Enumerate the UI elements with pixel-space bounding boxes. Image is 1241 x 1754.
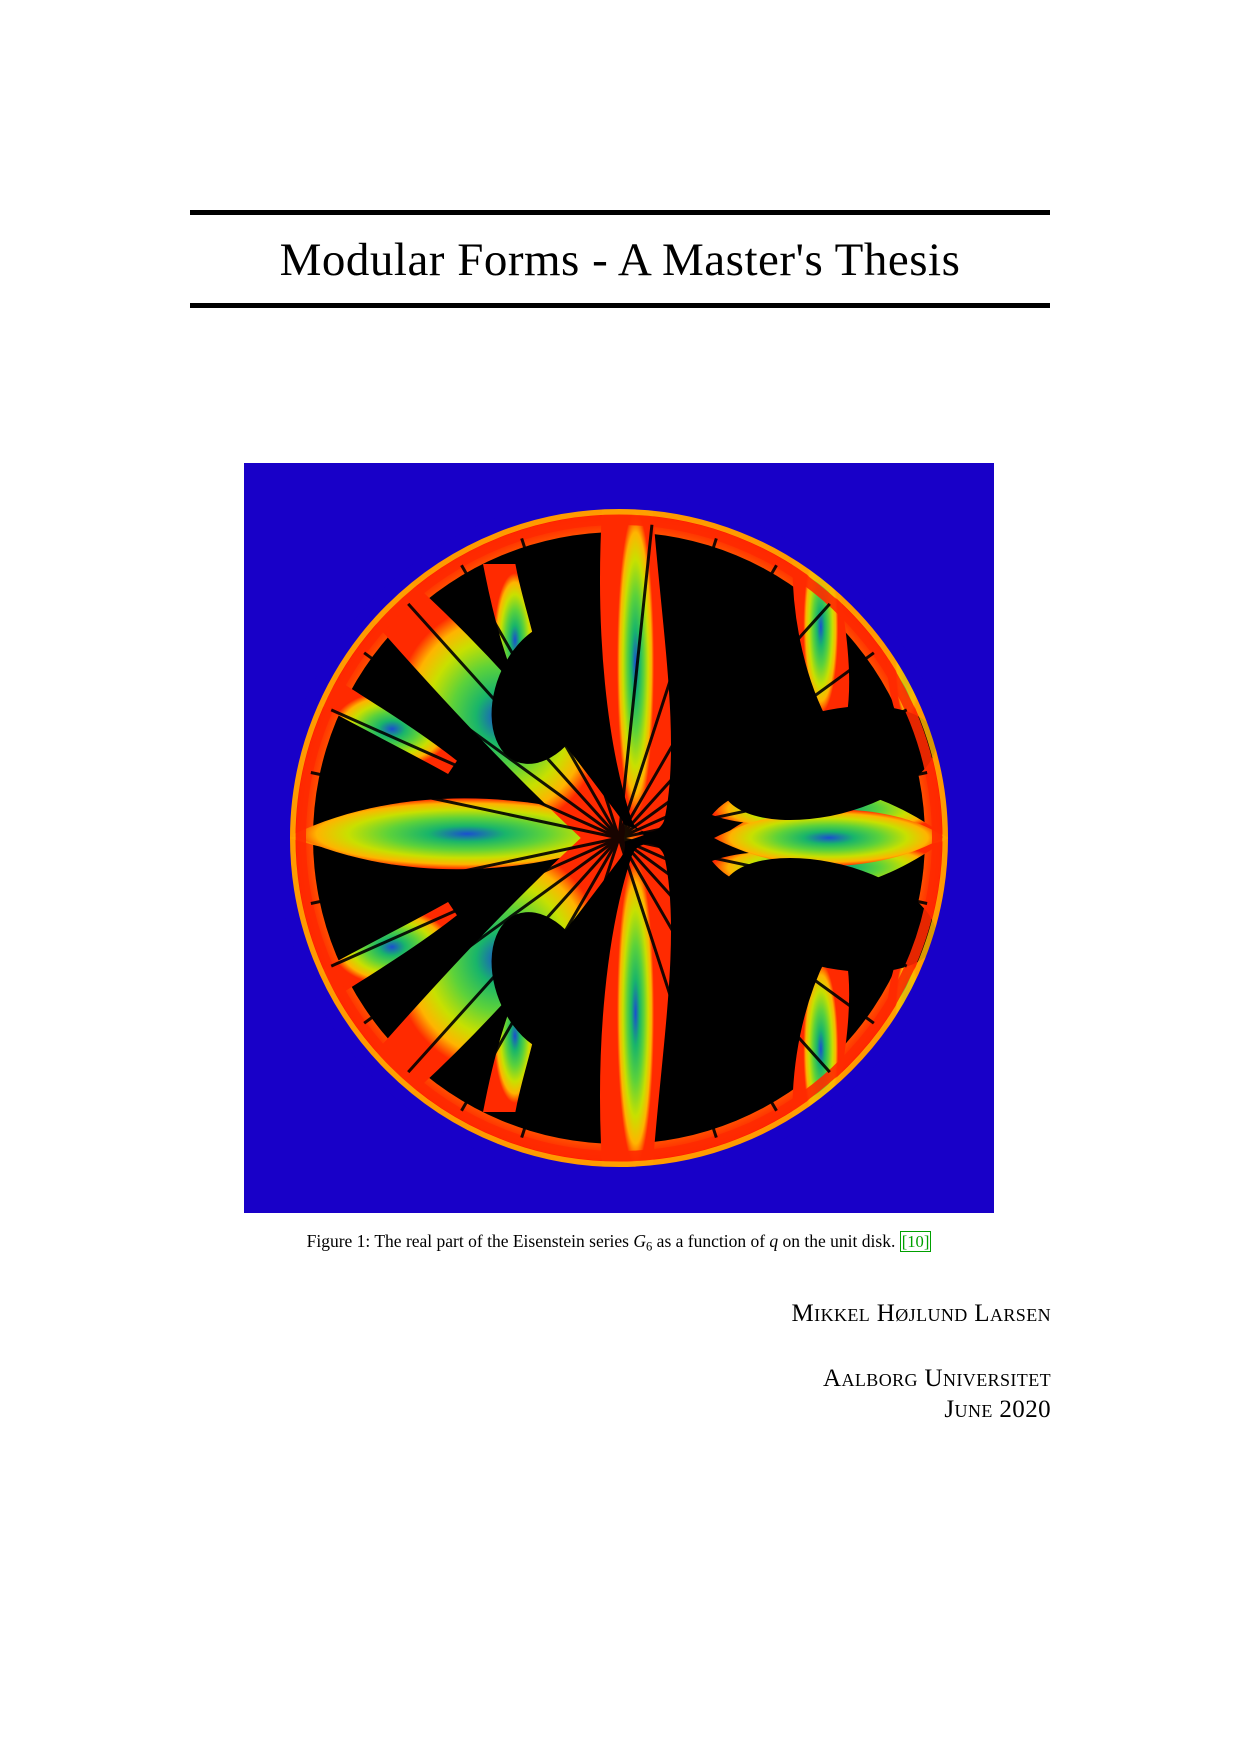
- figure-caption-text-3: on the unit disk.: [782, 1231, 896, 1251]
- author-institution: Aalborg Universitet: [823, 1365, 1051, 1392]
- figure-caption: [244, 1230, 994, 1255]
- figure-caption-variable: q: [769, 1231, 779, 1251]
- title-rule-bottom: [190, 303, 1050, 308]
- title-rule-top: [190, 210, 1050, 215]
- figure-caption-symbol: $G_6$: [633, 1231, 653, 1254]
- author-name: Mikkel Højlund Larsen: [791, 1300, 1051, 1327]
- figure-caption-text-1: The real part of the Eisenstein series: [374, 1231, 629, 1251]
- eisenstein-series-plot: [244, 463, 994, 1213]
- citation-link[interactable]: [10]: [901, 1232, 930, 1251]
- author-block: [792, 1300, 1051, 1424]
- figure-caption-symbol-subscript: 6: [646, 1239, 653, 1254]
- figure-1: [244, 463, 994, 1255]
- page-title: Modular Forms - A Master's Thesis: [279, 234, 961, 286]
- figure-caption-text-2: as a function of: [656, 1231, 766, 1251]
- title-block: [190, 210, 1050, 308]
- figure-caption-label: Figure 1:: [306, 1231, 371, 1251]
- document-date: June 2020: [944, 1395, 1051, 1423]
